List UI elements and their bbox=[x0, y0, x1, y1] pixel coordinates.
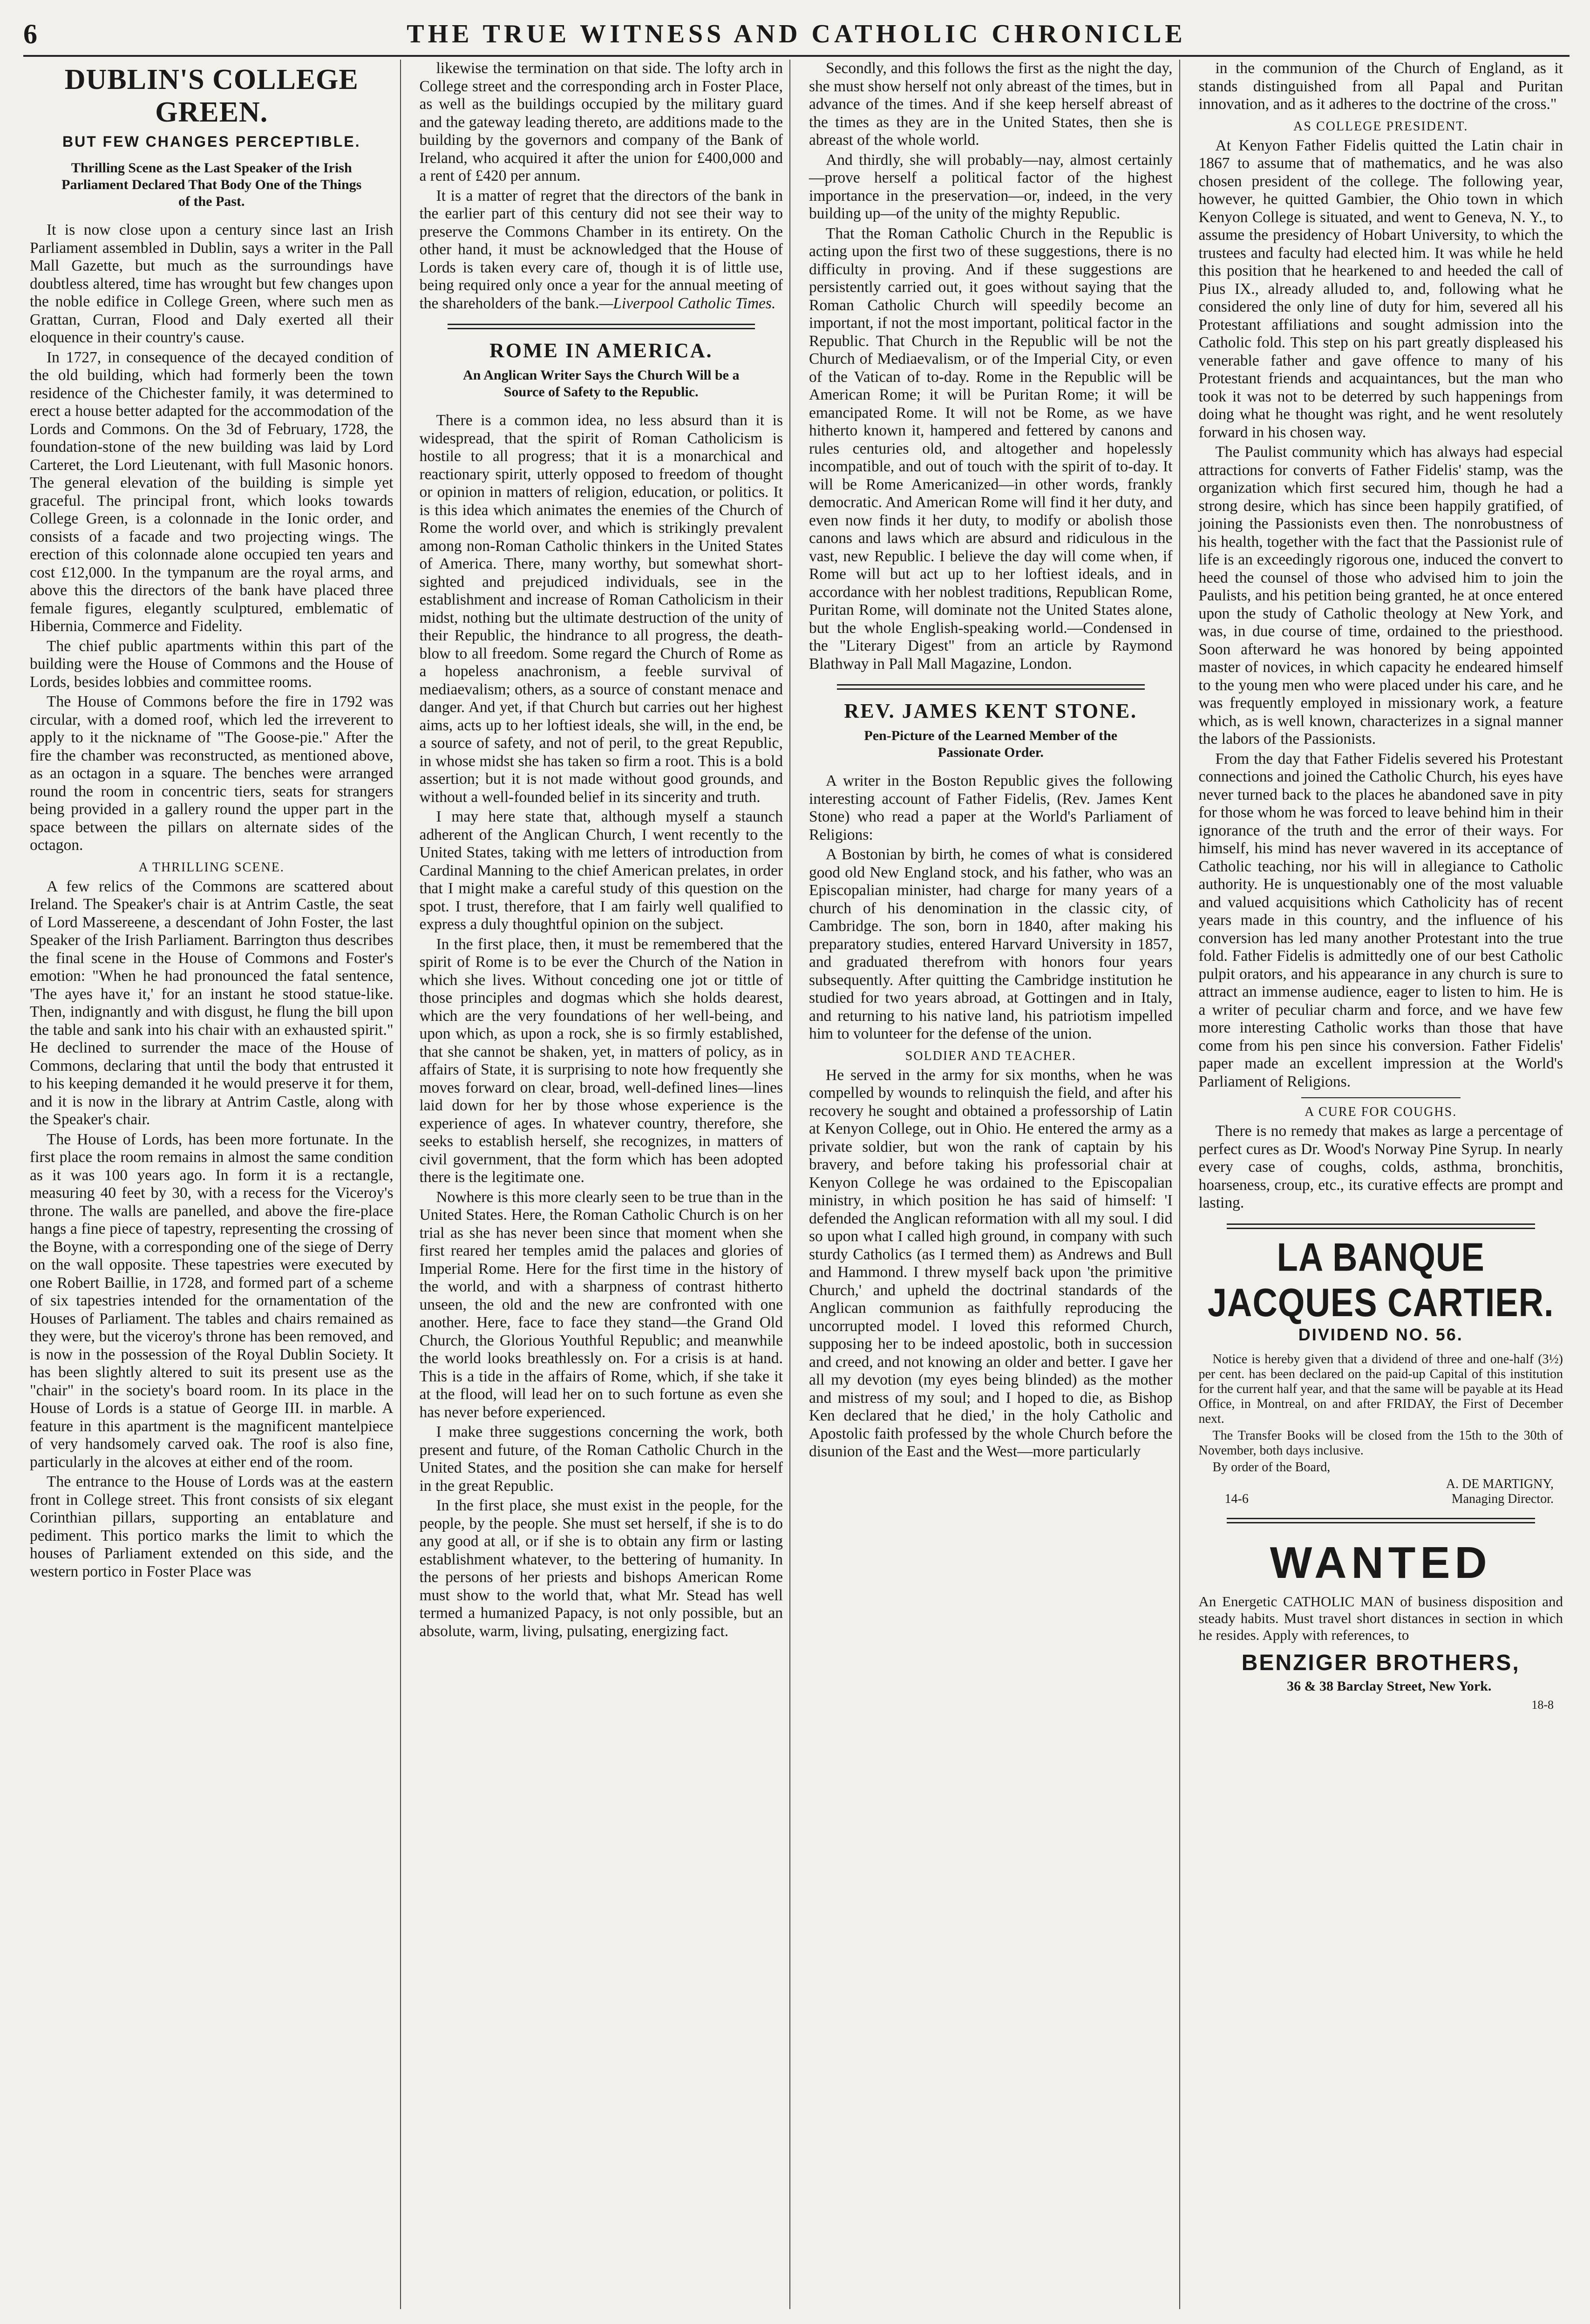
dublin-paragraph: The House of Lords, has been more fortunate. In the first place the room remains in almost the same condition as it was 100 years ago. In form it is a rectangle, measuring 40 feet by 30, with a recess for the Viceroy's throne. The walls are panelled, and above the fire-place hangs a fine piece of tapestry, representing the crossing of the Boyne, with a corresponding one of the siege of Derry on the wall opposite. These tapestries were executed by one Robert Baillie, in 1728, and formed part of a scheme of six tapestries intended for the ornamentation of the Houses of Parliament. The tables and chairs remained as they were, but the viceroy's throne has been removed, and is now in the possession of the Royal Dublin Society. It has been slightly altered to suit its present use as the "chair" in the society's board room. In its place in the House of Lords is a statue of George III. in marble. A feature in this apartment is the magnificent mantelpiece of very handsomely carved oak. The roof is also fine, particularly in the alcoves at either end of the room. bbox=[30, 1130, 394, 1471]
rome-paragraph: Secondly, and this follows the first as the night the day, she must show herself not only abreast of the times, but in advance of the times. And if she keep herself abreast of the times as they are in the United States, then she is abreast of the whole world. bbox=[809, 60, 1173, 149]
section-divider bbox=[1227, 1518, 1536, 1523]
stone-paragraph: in the communion of the Church of England, as it stands distinguished from all Papal and Puritan innovation, and as it adheres to the doctrine of the cross." bbox=[1198, 60, 1563, 113]
stone-section-head: SOLDIER AND TEACHER. bbox=[905, 1048, 1076, 1063]
dublin-paragraph: In 1727, in consequence of the decayed condition of the old building, which had formerly been the town residence of the Chichester family, it was determined to erect a house better adapted for the accommodation of the Lords and Commons. On the 3d of February, 1728, the foundation-stone of the new building was laid by Lord Carteret, the Lord Lieutenant, with full Masonic honors. The general elevation of the building is simple yet graceful. The principal front, which looks towards College Green, is a colonnade in the Ionic order, and consists of a facade and two projecting wings. The erection of this colonnade alone occupied ten years and cost £12,000. In the tympanum are the royal arms, and above this the directors of the bank have placed three female figures, elegantly sculptured, emblematic of Hibernia, Commerce and Fidelity. bbox=[30, 348, 394, 635]
bank-advertisement bbox=[1198, 1234, 1563, 1507]
bank-ad-subtitle: DIVIDEND NO. 56. bbox=[1298, 1325, 1463, 1344]
section-divider bbox=[837, 684, 1145, 690]
dublin-headline: DUBLIN'S COLLEGE GREEN. bbox=[64, 64, 359, 128]
section-divider bbox=[1301, 1097, 1461, 1098]
bank-ad-title: LA BANQUE JACQUES CARTIER. bbox=[1207, 1234, 1554, 1325]
wanted-ad-address: 36 & 38 Barclay Street, New York. bbox=[1287, 1678, 1492, 1694]
rome-paragraph: That the Roman Catholic Church in the Republic is acting upon the first two of these suggestions, there is no difficulty in proving. And if these suggestions are persistently carried out, it goes without saying that the Roman Catholic Church will speedily become an important, if not the most important, political factor in the Republic. That Church in the Republic will be not the Church of Mediaevalism, or of the Imperial City, or even of the Vatican of to-day. Rome in the Republic will be American Rome; it will be Puritan Rome; it will be emancipated Rome. It will not be Rome, as we have hitherto known it, hampered and fettered by canons and rules centuries old, and altogether and hopelessly incompatible, and out of touch with the spirit of to-day. It will be Rome Americanized—in other words, frankly democratic. And American Rome will find it her duty, and even now finds it her duty, to modify or abolish those canons and laws which are absurd and ridiculous in the vast, new Republic. I believe the day will come when, if Rome will but act up to her loftiest ideals, and in accordance with her noblest traditions, Republican Rome, Puritan Rome, will dominate not the United States alone, but the whole English-speaking world.—Condensed in the "Literary Digest" from an article by Raymond Blathway in Pall Mall Magazine, London. bbox=[809, 224, 1173, 673]
bank-ad-signature: A. DE MARTIGNY, bbox=[1446, 1476, 1554, 1491]
dublin-paragraph: It is now close upon a century since last an Irish Parliament assembled in Dublin, says a writer in the Pall Mall Gazette, but much as the surroundings have doubtless altered, time has wrought but few changes upon the noble edifice in College Green, where such men as Grattan, Curran, Flood and Daly exerted all their eloquence in their country's cause. bbox=[30, 221, 394, 346]
stone-paragraph: A Bostonian by birth, he comes of what is considered good old New England stock, and his father, who was an Episcopalian minister, had charge for many years of a church of his denomination in the classic city, of Cambridge. The son, born in 1840, after making his preparatory studies, entered Harvard University in 1857, and graduated therefrom with honors four years subsequently. After quitting the Cambridge institution he studied for two years abroad, at Gottingen and in Italy, and returning to his native land, his patriotism impelled him to volunteer for the defense of the union. bbox=[809, 846, 1173, 1042]
stone-section-head: AS COLLEGE PRESIDENT. bbox=[1293, 119, 1468, 134]
bank-ad-role: Managing Director. bbox=[1451, 1491, 1554, 1506]
section-divider bbox=[448, 324, 755, 329]
dublin-signoff: —Liverpool Catholic Times. bbox=[599, 294, 776, 312]
rome-paragraph: There is a common idea, no less absurd than it is widespread, that the spirit of Roman Catholicism is hostile to all progress; that it is a monarchical and reactionary spirit, utterly opposed to freedom of thought or opinion in matters of religion, education, or politics. It is this idea which animates the enemies of the Church of Rome the world over, and which is strikingly prevalent among non-Roman Catholic thinkers in the United States of America. There, many worthy, but somewhat short-sighted and prejudiced individuals, see in the establishment and increase of Roman Catholicism in their midst, nothing but the ultimate destruction of the unity of their Republic, the hindrance to all progress, the death-blow to all freedom. Some regard the Church of Rome as a hopeless anachronism, a feeble survival of mediaevalism; others, as a source of constant menace and danger. And yet, if that Church but carries out her highest aims, acts up to her loftiest ideals, she will, in the end, be a source of safety, and not of peril, to the great Republic, in whose midst she has taken so firm a root. This is a bold assertion; but it is not made without good grounds, and without a well-founded belief in its sincerity and truth. bbox=[419, 412, 783, 806]
rome-deck: An Anglican Writer Says the Church Will be a Source of Safety to the Republic. bbox=[463, 367, 740, 400]
stone-paragraph: He served in the army for six months, when he was compelled by wounds to relinquish the field, and after his recovery he sought and obtained a professorship of Latin at Kenyon College, out in Ohio. He entered the army as a private soldier, but won the rank of captain by his bravery, and before taking his professorial chair at Kenyon College he was ordained to the Episcopalian ministry, in which position he has said of himself: 'I defended the Anglican reformation with all my soul. I did so upon what I called high ground, in company with such sturdy Catholics (as I termed them) as Andrews and Bull and Hammond. I threw myself back upon 'the primitive Church,' and upheld the doctrinal standards of the Anglican communion as faithfully reproducing the uncorrupted model. I loved this reformed Church, supposing her to be indeed apostolic, both in succession and creed, and not knowing an older and better. I gave her all my devotion (my eyes being blinded) as the mother and mistress of my soul; and I hoped to die, as Bishop Ken declared that he died,' in the holy Catholic and Apostolic faith professed by the whole Church before the disunion of the East and the West—more particularly bbox=[809, 1066, 1173, 1460]
cough-heading: A CURE FOR COUGHS. bbox=[1305, 1105, 1457, 1119]
dublin-paragraph-text: It is a matter of regret that the directors of the bank in the earlier part of this century did not see their way to preserve the Commons Chamber in its entirety. On the other hand, it must be acknowledged that the House of Lords is taken every care of, though it is of little use, being required only once a year for the annual meeting of the shareholders of the bank. bbox=[419, 187, 783, 312]
bank-ad-order: By order of the Board, bbox=[1212, 1460, 1331, 1475]
newspaper-title: THE TRUE WITNESS AND CATHOLIC CHRONICLE bbox=[407, 20, 1186, 48]
rome-headline: ROME IN AMERICA. bbox=[489, 339, 713, 362]
dublin-paragraph bbox=[420, 187, 783, 313]
stone-headline: REV. JAMES KENT STONE. bbox=[844, 700, 1138, 722]
wanted-advertisement bbox=[1199, 1537, 1563, 1714]
wanted-ad-body: An Energetic CATHOLIC MAN of business disposition and steady habits. Must travel short distances in section in which he resides. Apply with references, to bbox=[1198, 1593, 1563, 1643]
wanted-ad-ref: 18-8 bbox=[1531, 1698, 1554, 1712]
bank-ad-notice: Notice is hereby given that a dividend of three and one-half (3½) per cent. has been declared on the paid-up Capital of this institution for the current half year, and that the same will be payable at its Head Office, in Montreal, on and after FRIDAY, the First of December next. bbox=[1198, 1352, 1563, 1426]
column-2 bbox=[413, 60, 791, 2309]
dublin-paragraph: The entrance to the House of Lords was at the eastern front in College street. This front consists of six elegant Corinthian pillars, supporting an entablature and pediment. This portico marks the limit to which the houses of Parliament extended on this side, and the western portico in Foster Place was bbox=[30, 1473, 394, 1580]
dublin-subhead: BUT FEW CHANGES PERCEPTIBLE. bbox=[62, 133, 361, 150]
dublin-paragraph: A few relics of the Commons are scattered about Ireland. The Speaker's chair is at Antrim Castle, the seat of Lord Massereene, a descendant of John Foster, the last Speaker of the Irish Parliament. Barrington thus describes the final scene in the House of Commons and Foster's emotion: "When he had pronounced the fatal sentence, 'The ayes have it,' for an instant he stood statue-like. Then, indignantly and with disgust, he flung the bill upon the table and sank into his chair with an exhausted spirit." He declined to surrender the mace of the House of Commons, declaring that until the body that entrusted it to his keeping demanded it he would preserve it for them, and it is now in the library at Antrim Castle, along with the Speaker's chair. bbox=[30, 877, 394, 1128]
section-divider bbox=[1227, 1223, 1536, 1229]
page-number: 6 bbox=[23, 18, 37, 49]
stone-paragraph: The Paulist community which has always had especial attractions for converts of Father Fidelis' stamp, was the organization which first secured him, though he had a strong desire, which has since been happily gratified, of joining the Passionists even then. The nonrobustness of his health, together with the fact that the Passionist rule of life is an exceedingly rigorous one, induced the convert to heed the counsel of those who advised him to join the Paulists, and his petition being granted, he at once entered upon the study of Catholic theology at New York, and was, in due course of time, ordained to the priesthood. Soon afterward he was honored by being appointed master of novices, in which capacity he endeared himself to the young men who were placed under his care, and he was frequently employed in missionary work, a feature which, as is well known, characterizes in a signal manner the labors of the Passionists. bbox=[1198, 443, 1563, 747]
rome-paragraph: I make three suggestions concerning the work, both present and future, of the Roman Catholic Church in the United States, and the position she can make for herself in the great Republic. bbox=[419, 1423, 783, 1495]
column-3 bbox=[802, 60, 1180, 2309]
masthead bbox=[23, 13, 1570, 57]
dublin-paragraph: The chief public apartments within this part of the building were the House of Commons and the House of Lords, besides lobbies and committee rooms. bbox=[30, 637, 394, 691]
dublin-paragraph: likewise the termination on that side. The lofty arch in College street and the corresponding arch in Foster Place, as well as the buildings occupied by the military guard and the gateway leading thereto, are additions made to the building by the governors and company of the Bank of Ireland, who acquired it after the union for £400,000 and a rent of £420 per annum. bbox=[419, 60, 783, 184]
bank-ad-ref: 14-6 bbox=[1224, 1491, 1249, 1506]
bank-ad-transfer: The Transfer Books will be closed from the 15th to the 30th of November, both days inclusive. bbox=[1198, 1428, 1563, 1458]
cough-paragraph: There is no remedy that makes as large a percentage of perfect cures as Dr. Wood's Norway Pine Syrup. In nearly every case of coughs, colds, asthma, bronchitis, hoarseness, croup, etc., its curative effects are prompt and lasting. bbox=[1198, 1122, 1563, 1211]
dublin-paragraph: The House of Commons before the fire in 1792 was circular, with a domed roof, which led the irreverent to apply to it the nickname of "The Goose-pie." After the fire the chamber was reconstructed, as mentioned above, as an octagon in a square. The benches were arranged round the room in concentric tiers, seats for strangers being provided in a gallery round the upper part in the space between the pillars on alternate sides of the octagon. bbox=[30, 693, 394, 854]
dublin-deck: Thrilling Scene as the Last Speaker of the Irish Parliament Declared That Body One of the Things of the Past. bbox=[61, 160, 362, 209]
wanted-ad-company: BENZIGER BROTHERS, bbox=[1241, 1650, 1520, 1675]
stone-paragraph: At Kenyon Father Fidelis quitted the Latin chair in 1867 to assume that of mathematics, and he was also chosen president of the college. The following year, however, he quitted Gambier, the Ohio town in which Kenyon College is situated, and went to Geneva, N. Y., to assume the presidency of Hobart University, to which the trustees and faculty had elected him. It was while he held this position that he hearkened to and heeded the call of Pius IX., already alluded to, and, following what he considered the only line of duty for him, severed all his Protestant affiliations and sought admission into the Catholic fold. This step on his part greatly displeased his venerable father and gave offence to many of his Protestant friends and acquaintances, but the man who took it was not to be deterred by such happenings from doing what he thought was right, and he went resolutely forward in his chosen way. bbox=[1198, 136, 1563, 441]
column-4 bbox=[1192, 60, 1570, 2309]
stone-paragraph: A writer in the Boston Republic gives the following interesting account of Father Fidelis, (Rev. James Kent Stone) who read a paper at the World's Parliament of Religions: bbox=[809, 772, 1173, 843]
rome-paragraph: I may here state that, although myself a staunch adherent of the Anglican Church, I went recently to the United States, taking with me letters of introduction from Cardinal Manning to the chief American prelates, in order that I might make a careful study of this question on the spot. I trust, therefore, that I am fairly well qualified to express a duly thoughtful opinion on the subject. bbox=[419, 808, 783, 933]
column-1 bbox=[23, 60, 401, 2309]
rome-paragraph: And thirdly, she will probably—nay, almost certainly—prove herself a political factor of the highest importance in the preservation—or, indeed, in the very building up—of the unity of the mighty Republic. bbox=[809, 151, 1173, 222]
stone-paragraph: From the day that Father Fidelis severed his Protestant connections and joined the Catholic Church, his eyes have never turned back to the places he abandoned save in pity for those whom he was forced to leave behind him in their ignorance of the truth and the error of their ways. For himself, his mind has never wavered in its acceptance of Catholic teaching, nor his will in allegiance to Catholic authority. He is unquestionably one of the most valuable and valued acquisitions which Catholicity has of recent years made in this country, and the influence of his conversion has led many another Protestant into the true fold. Father Fidelis is admittedly one of our best Catholic pulpit orators, and his appearance in any church is sure to attract an immense audience, eager to listen to him. He is a writer of peculiar charm and force, and we have few more interesting Catholic works than those that have come from his pen since his conversion. Father Fidelis' paper made an excellent impression at the World's Parliament of Religions. bbox=[1198, 750, 1563, 1090]
bank-ad-ref-role bbox=[1199, 1492, 1563, 1507]
dublin-section-head: A THRILLING SCENE. bbox=[138, 860, 285, 875]
stone-deck: Pen-Picture of the Learned Member of the Passionate Order. bbox=[864, 728, 1118, 760]
rome-paragraph: Nowhere is this more clearly seen to be true than in the United States. Here, the Roman Catholic Church is on her trial as she has never been since that moment when she first reared her temples amid the palaces and glories of Imperial Rome. Here for the first time in the history of the world, and with a sharpness of contrast hitherto unseen, the old and the new are confronted with one another. Here, face to face they stand—the Grand Old Church, the Glorious Youthful Republic; and meanwhile the world looks breathlessly on. For a crisis is at hand. This is a tide in the affairs of Rome, which, if she take it at the flood, will lead her on to such fortune as even she has never before experienced. bbox=[419, 1188, 783, 1421]
wanted-ad-title: WANTED bbox=[1270, 1537, 1492, 1588]
rome-paragraph: In the first place, then, it must be remembered that the spirit of Rome is to be ever the Church of the Nation in which she lives. Without conceding one jot or tittle of those principles and dogmas which she holds dearest, which are the very foundations of her well-being, and upon which, as upon a rock, she is so firmly established, that she cannot be shaken, yet, in matters of policy, as in affairs of State, it is surprising to note how frequently she moves forward on clear, broad, well-defined lines—lines laid down for her by those whose experience is the experience of ages. In whatever country, therefore, she seeks to establish herself, she recognizes, in matters of civil government, that the form which has been adopted there is the legitimate one. bbox=[419, 935, 783, 1186]
rome-paragraph: In the first place, she must exist in the people, for the people, by the people. She must set herself, if she is to do any good at all, or if she is to obtain any firm or lasting establishment whatever, to the bettering of humanity. In the persons of her priests and bishops American Rome must show to the world that, what Mr. Stead has well termed a humanized Papacy, is not only possible, but an absolute, warm, living, pulsating, energizing fact. bbox=[419, 1497, 783, 1640]
newspaper-page bbox=[23, 60, 1570, 2309]
